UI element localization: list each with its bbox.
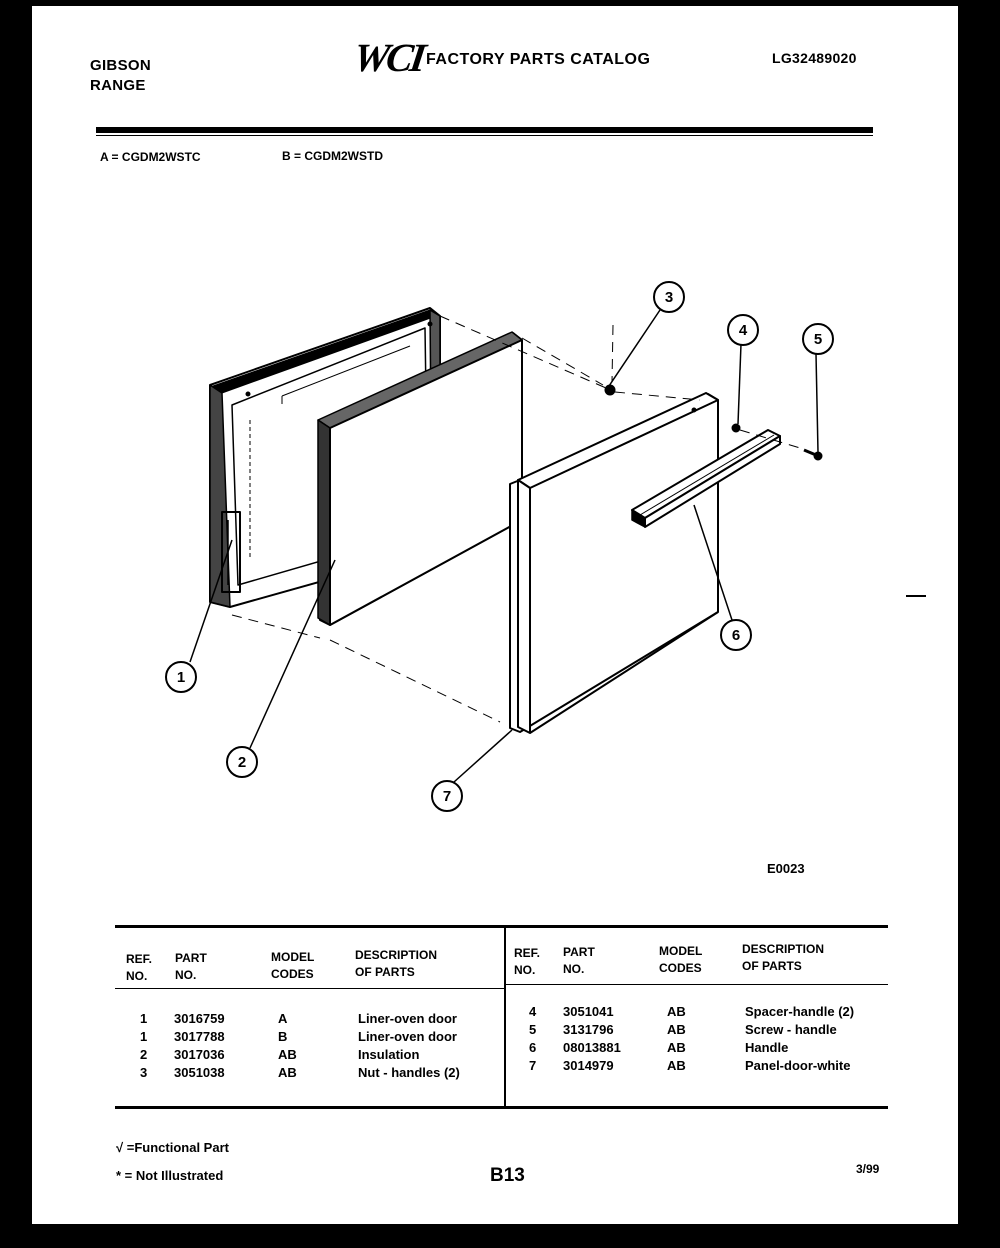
header-desc-left: DESCRIPTION OF PARTS	[355, 948, 438, 979]
model-b-code: B = CGDM2WSTD	[282, 149, 384, 163]
not-illustrated-note: * = Not Illustrated	[116, 1168, 224, 1183]
part-panel-door	[510, 393, 718, 733]
catalog-title: FACTORY PARTS CATALOG	[426, 51, 651, 68]
table-row: 4 3051041 AB Spacer-handle (2)	[529, 1004, 855, 1019]
table-center-divider	[504, 928, 506, 1108]
callout-5: 5	[813, 331, 823, 348]
date-code: 3/99	[856, 1162, 880, 1176]
table-bottom-rule	[115, 1106, 888, 1109]
table-header-rule-left	[115, 988, 504, 989]
table-row: 1 3016759 A Liner-oven door	[140, 1011, 457, 1026]
wci-logo: WCI	[350, 35, 426, 80]
callout-7: 7	[442, 788, 452, 805]
table-header-rule-right	[506, 984, 888, 985]
callout-4: 4	[738, 322, 748, 339]
table-top-rule	[115, 925, 888, 928]
header-part-right: PART NO.	[563, 945, 595, 976]
catalog-number: LG32489020	[772, 50, 857, 66]
functional-part-note: √ =Functional Part	[116, 1140, 229, 1155]
table-row: 6 08013881 AB Handle	[529, 1040, 789, 1055]
table-row: 5 3131796 AB Screw - handle	[529, 1022, 837, 1037]
table-row: 1 3017788 B Liner-oven door	[140, 1029, 457, 1044]
part-screw	[804, 450, 822, 460]
figure-code: E0023	[767, 861, 805, 876]
page-code: B13	[490, 1165, 525, 1186]
header-model-right: MODEL CODES	[659, 944, 703, 975]
table-row: 3 3051038 AB Nut - handles (2)	[140, 1065, 460, 1080]
header-part-left: PART NO.	[175, 951, 207, 982]
callout-1: 1	[176, 669, 186, 686]
header-ref-right: REF. NO.	[514, 946, 541, 977]
part-nut	[605, 385, 615, 395]
callout-6: 6	[731, 627, 741, 644]
model-a-code: A = CGDM2WSTC	[100, 150, 201, 164]
table-row: 2 3017036 AB Insulation	[140, 1047, 420, 1062]
brand-name: GIBSON	[90, 57, 151, 74]
part-spacer	[732, 424, 740, 432]
callout-2: 2	[237, 754, 247, 771]
table-row: 7 3014979 AB Panel-door-white	[529, 1058, 851, 1073]
header-desc-right: DESCRIPTION OF PARTS	[742, 942, 825, 973]
product-type: RANGE	[90, 77, 146, 94]
header-model-left: MODEL CODES	[271, 950, 315, 981]
callout-3: 3	[664, 289, 674, 306]
header-ref-left: REF. NO.	[126, 952, 153, 983]
